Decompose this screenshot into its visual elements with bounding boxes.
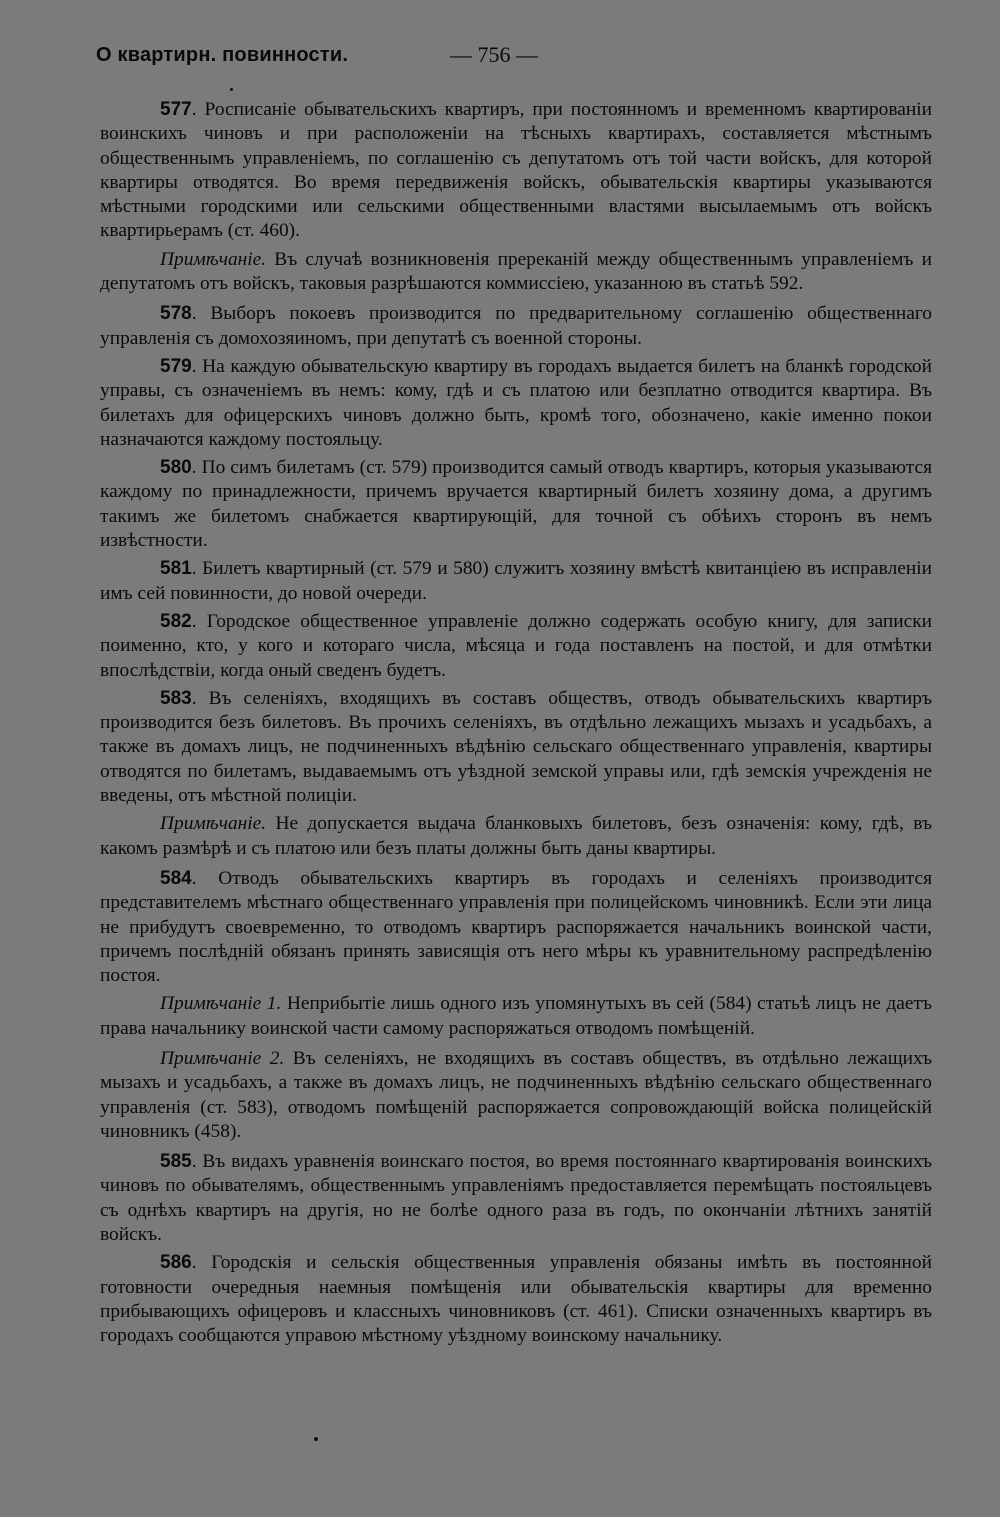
article-580: 580. По симъ билетамъ (ст. 579) производится самый отводъ квартиръ, которыя указываются каждому по принадлежности, причемъ вручается квартирный билетъ хозяину дома, а другимъ такимъ же билетомъ снабжается квартирующій, для точной съ обѣихъ сторонъ въ немъ извѣстности.	[100, 457, 932, 552]
page-number: — 756 —	[450, 42, 538, 67]
article-number: 585	[160, 1151, 192, 1173]
note-text: Въ селеніяхъ, не входящихъ въ составъ обществъ, въ отдѣльно лежащихъ мызахъ и усадьбахъ, а также въ домахъ лицъ, не подчиненныхъ вѣдѣнію сельскаго общественнаго управленія (ст. 583), отводомъ помѣщеній распоряжается сопровождающій войска полицейскій чиновникъ (458).	[100, 1047, 932, 1142]
page-header	[96, 40, 936, 74]
article-number: 583	[160, 687, 192, 709]
article-number: 578	[160, 303, 192, 325]
note-584-2	[100, 1047, 932, 1144]
article-number: 581	[160, 558, 192, 580]
article-text: Городское общественное управленіе должно содержать особую книгу, для записки поименно, кто, у кого и котораго числа, мѣсяца и года поставленъ на постой, и для отмѣтки впослѣдствіи, когда оный сведенъ будетъ.	[100, 610, 933, 681]
article-577: 577. Росписаніе обывательскихъ квартиръ, при постоянномъ и временномъ квартированіи воинскихъ чиновъ и при расположеніи на тѣсныхъ квартирахъ, составляется мѣстнымъ общественнымъ управленіемъ, по соглашенію съ депутатомъ отъ той части войскъ, для которой квартиры отводятся. Во время передвиженія войскъ, обывательскія квартиры указываются мѣстными городскими или сельскими общественными властями высылаемымъ отъ войскъ квартирьерамъ (ст. 460).	[100, 99, 932, 242]
article-text: Росписаніе обывательскихъ квартиръ, при постоянномъ и временномъ квартированіи воинскихъ чиновъ и при расположеніи на тѣсныхъ квартирахъ, составляется мѣстнымъ общественнымъ управленіемъ, по соглашенію съ депутатомъ отъ той части войскъ, для которой квартиры отводятся. Во время передвиженія войскъ, обывательскія квартиры указываются мѣстными городскими или сельскими общественными властями высылаемымъ отъ войскъ квартирьерамъ (ст. 460).	[100, 99, 932, 242]
ink-speck	[314, 1437, 318, 1441]
article-579: 579. На каждую обывательскую квартиру въ городахъ выдается билетъ на бланкѣ городской управы, съ означеніемъ въ немъ: кому, гдѣ и съ платою или безплатно отводится квартира. Въ билетахъ для офицерскихъ чиновъ должно быть, кромѣ того, обозначено, какіе именно покои назначаются каждому постояльцу.	[100, 355, 933, 450]
note-583	[100, 812, 932, 861]
article-584: 584. Отводъ обывательскихъ квартиръ въ городахъ и селеніяхъ производится представителемъ мѣстнаго общественнаго управленія при полицейскомъ чиновникѣ. Если эти лица не прибудутъ своевременно, то отводомъ квартиръ распоряжается начальникъ воинской части, причемъ послѣдній обязанъ принять зависящія отъ него мѣры къ уравнительному распредѣленію постоя.	[100, 867, 932, 987]
article-581: 581. Билетъ квартирный (ст. 579 и 580) служитъ хозяину вмѣстѣ квитанціею въ исправленіи имъ сей повинности, до новой очереди.	[100, 558, 932, 604]
article-number: 579	[160, 355, 192, 377]
article-578: 578. Выборъ покоевъ производится по предварительному соглашенію общественнаго управленія съ домохозяиномъ, при депутатѣ съ военной стороны.	[100, 303, 932, 349]
article-number: 577	[160, 99, 192, 120]
article-number: 584	[160, 867, 192, 889]
article-number: 582	[160, 610, 192, 632]
article-text: Въ селеніяхъ, входящихъ въ составъ обществъ, отводъ обывательскихъ квартиръ производится безъ билетовъ. Въ прочихъ селеніяхъ, въ отдѣльно лежащихъ мызахъ и усадьбахъ, а также въ домахъ лицъ, не подчиненныхъ вѣдѣнію сельскаго общественнаго управленія, квартиры отводятся по билетамъ, выдаваемымъ отъ уѣздной земской управы или, гдѣ земскія учрежденія не введены, отъ мѣстной полиціи.	[100, 687, 932, 807]
article-583: 583. Въ селеніяхъ, входящихъ въ составъ обществъ, отводъ обывательскихъ квартиръ производится безъ билетовъ. Въ прочихъ селеніяхъ, въ отдѣльно лежащихъ мызахъ и усадьбахъ, а также въ домахъ лицъ, не подчиненныхъ вѣдѣнію сельскаго общественнаго управленія, квартиры отводятся по билетамъ, выдаваемымъ отъ уѣздной земской управы или, гдѣ земскія учрежденія не введены, отъ мѣстной полиціи.	[100, 687, 932, 807]
note-text: Неприбытіе лишь одного изъ упомянутыхъ въ сей (584) статьѣ лицъ не даетъ права начальнику воинской части самому распоряжаться отводомъ помѣщеній.	[100, 993, 932, 1039]
note-label: Примѣчаніе.	[160, 248, 267, 270]
article-text: Въ видахъ уравненія воинскаго постоя, во время постояннаго квартированія воинскихъ чиновъ по обывателямъ, общественнымъ управленіямъ предоставляется перемѣщать постояльцевъ съ однѣхъ квартиръ на другія, но не болѣе одного раза въ годъ, по окончаніи лѣтнихъ занятій войскъ.	[100, 1151, 932, 1246]
article-582: 582. Городское общественное управленіе должно содержать особую книгу, для записки поименно, кто, у кого и котораго числа, мѣсяца и года поставленъ на постой, и для отмѣтки впослѣдствіи, когда оный сведенъ будетъ.	[100, 610, 933, 681]
ink-speck	[230, 88, 233, 91]
article-text: По симъ билетамъ (ст. 579) производится самый отводъ квартиръ, которыя указываются каждому по принадлежности, причемъ вручается квартирный билетъ хозяину дома, а другимъ такимъ же билетомъ снабжается квартирующій, для точной съ обѣихъ сторонъ въ немъ извѣстности.	[100, 457, 932, 552]
note-584-1	[100, 992, 932, 1041]
article-text: Отводъ обывательскихъ квартиръ въ городахъ и селеніяхъ производится представителемъ мѣстнаго общественнаго управленія при полицейскомъ чиновникѣ. Если эти лица не прибудутъ своевременно, то отводомъ квартиръ распоряжается начальникъ воинской части, причемъ послѣдній обязанъ принять зависящія отъ него мѣры къ уравнительному распредѣленію постоя.	[100, 867, 932, 987]
note-label: Примѣчаніе 2.	[160, 1047, 285, 1069]
note-label: Примѣчаніе.	[160, 813, 267, 835]
note-text: Въ случаѣ возникновенія пререканій между общественнымъ управленіемъ и депутатомъ отъ войскъ, таковыя разрѣшаются коммиссіею, указанною въ статьѣ 592.	[100, 248, 932, 295]
article-text: На каждую обывательскую квартиру въ городахъ выдается билетъ на бланкѣ городской управы, съ означеніемъ въ немъ: кому, гдѣ и съ платою или безплатно отводится квартира. Въ билетахъ для офицерскихъ чиновъ должно быть, кромѣ того, обозначено, какіе именно покои назначаются каждому постояльцу.	[100, 355, 933, 450]
page-body	[100, 98, 932, 1353]
article-585: 585. Въ видахъ уравненія воинскаго постоя, во время постояннаго квартированія воинскихъ чиновъ по обывателямъ, общественнымъ управленіямъ предоставляется перемѣщать постояльцевъ съ однѣхъ квартиръ на другія, но не болѣе одного раза въ годъ, по окончаніи лѣтнихъ занятій войскъ.	[100, 1151, 932, 1246]
note-text: Не допускается выдача бланковыхъ билетовъ, безъ означенія: кому, гдѣ, въ какомъ размѣрѣ и съ платою или безъ платы должны быть даны квартиры.	[100, 813, 932, 859]
note-label: Примѣчаніе 1.	[160, 993, 282, 1015]
article-text: Выборъ покоевъ производится по предварительному соглашенію общественнаго управленія съ домохозяиномъ, при депутатѣ съ военной стороны.	[100, 303, 932, 349]
note-577	[100, 248, 932, 297]
article-text: Городскія и сельскія общественныя управленія обязаны имѣть въ постоянной готовности очередныя наемныя помѣщенія или обывательскія квартиры для временно прибывающихъ офицеровъ и классныхъ чиновниковъ (ст. 461). Списки означенныхъ квартиръ въ городахъ сообщаются управою мѣстному уѣздному воинскому начальнику.	[100, 1252, 932, 1347]
article-text: Билетъ квартирный (ст. 579 и 580) служитъ хозяину вмѣстѣ квитанціею въ исправленіи имъ сей повинности, до новой очереди.	[100, 558, 932, 604]
article-586: 586. Городскія и сельскія общественныя управленія обязаны имѣть въ постоянной готовности очередныя наемныя помѣщенія или обывательскія квартиры для временно прибывающихъ офицеровъ и классныхъ чиновниковъ (ст. 461). Списки означенныхъ квартиръ въ городахъ сообщаются управою мѣстному уѣздному воинскому начальнику.	[100, 1252, 932, 1347]
running-title: О квартирн. повинности.	[96, 44, 349, 66]
article-number: 580	[160, 457, 192, 479]
article-number: 586	[160, 1252, 192, 1274]
